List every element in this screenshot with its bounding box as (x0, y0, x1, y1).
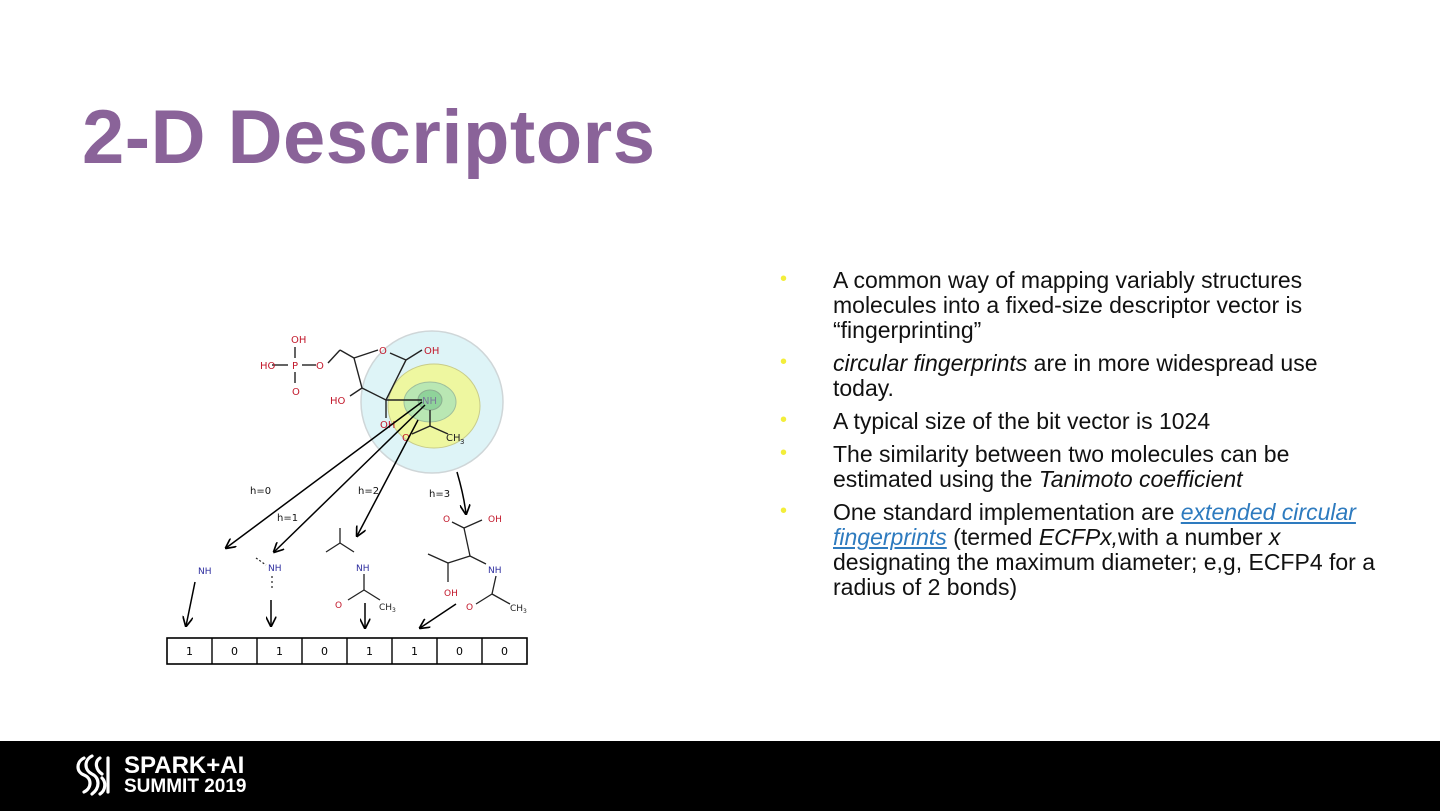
atom-label: O (379, 346, 387, 357)
bullet-emphasis: circular fingerprints (833, 350, 1028, 376)
circular-fingerprint-diagram (160, 320, 550, 670)
atom-label: OH (291, 335, 307, 346)
bit-cell: 0 (231, 645, 238, 658)
bit-cell: 1 (276, 645, 283, 658)
fragment-label: O (443, 515, 451, 525)
atom-label: OH (380, 420, 396, 431)
bullet-dot-icon: • (780, 442, 788, 464)
spark-ai-summit-logo-icon (72, 752, 118, 798)
atom-label: OH (424, 346, 440, 357)
fragment-h2 (326, 528, 396, 614)
atom-label: O (316, 361, 324, 372)
slide-title: 2-D Descriptors (82, 95, 656, 180)
bullet-dot-icon: • (780, 409, 788, 431)
atom-label: O (292, 387, 300, 398)
bullet-item (780, 268, 1380, 343)
atom-label: CH (446, 433, 461, 444)
bit-cell: 1 (366, 645, 373, 658)
bullet-dot-icon: • (780, 500, 788, 522)
fragment-label: CH (379, 603, 393, 613)
logo-text-line1: SPARK+AI (124, 752, 245, 779)
bullet-text (833, 441, 1289, 492)
bullet-text-run: The similarity between two molecules can be estimated using the (833, 441, 1290, 492)
atom-label: O (402, 433, 410, 444)
fragment-label: 3 (392, 607, 396, 614)
bullet-text (833, 408, 1210, 434)
radius-label: h=3 (429, 489, 451, 500)
fragment-label: NH (356, 564, 370, 574)
fragment-label: O (335, 601, 343, 611)
logo-text-line2: SUMMIT 2019 (124, 776, 247, 797)
fragment-label: 3 (523, 608, 527, 615)
atom-label: HO (330, 396, 346, 407)
bullet-text (833, 350, 1318, 401)
bullet-text (833, 499, 1375, 600)
radius-labels (250, 486, 450, 524)
bullet-item (780, 500, 1380, 600)
bit-cell: 1 (411, 645, 418, 658)
spark-ai-summit-logo (72, 752, 272, 800)
bullet-emphasis: x (1268, 524, 1281, 550)
bullet-text-run: are in more widespread use today. (833, 350, 1318, 401)
radius-label: h=1 (277, 513, 299, 524)
bullet-emphasis: Tanimoto coefficient (1038, 466, 1243, 492)
radius-label: h=2 (358, 486, 380, 497)
bit-cell: 0 (321, 645, 328, 658)
bit-cell: 0 (501, 645, 508, 658)
bit-arrows (186, 582, 456, 628)
atom-label: P (292, 361, 299, 372)
fragment-label: NH (268, 564, 282, 574)
bullet-emphasis: ECFPx, (1038, 524, 1119, 550)
bullet-text-run: A typical size of the bit vector is 1024 (833, 408, 1211, 434)
bit-cell: 1 (186, 645, 193, 658)
bit-cell: 0 (456, 645, 463, 658)
fragment-label: CH (510, 604, 524, 614)
bullet-item (780, 442, 1380, 492)
atom-label: 3 (460, 438, 465, 446)
bullet-text-run: One standard implementation are (833, 499, 1181, 525)
bullet-dot-icon: • (780, 268, 788, 290)
fragment-label: O (466, 603, 474, 613)
bullet-item (780, 351, 1380, 401)
bullet-text-run: with a number (1118, 524, 1269, 550)
bullet-text (833, 267, 1302, 343)
fragment-h3 (428, 515, 527, 615)
fragment-label: NH (488, 566, 502, 576)
fragment-h0 (198, 567, 212, 577)
bullet-item (780, 409, 1380, 434)
bullet-text-run: (termed (946, 524, 1039, 550)
ecfp-link[interactable]: extended circular fingerprints (833, 499, 1356, 550)
radius-label: h=0 (250, 486, 272, 497)
bullet-list (780, 268, 1380, 608)
bullet-text-run: A common way of mapping variably structures molecules into a fixed-size descriptor vector is “fingerprinting” (833, 267, 1303, 343)
fragment-h1 (256, 558, 282, 590)
fragment-label: OH (444, 589, 458, 599)
fragment-label: NH (198, 567, 212, 577)
bullet-dot-icon: • (780, 351, 788, 373)
atom-label: HO (260, 361, 276, 372)
atom-label: NH (422, 396, 437, 407)
bit-vector (167, 638, 527, 664)
fragment-label: OH (488, 515, 502, 525)
bullet-text-run: designating the maximum diameter; e,g, ECFP4 for a radius of 2 bonds) (833, 549, 1376, 600)
